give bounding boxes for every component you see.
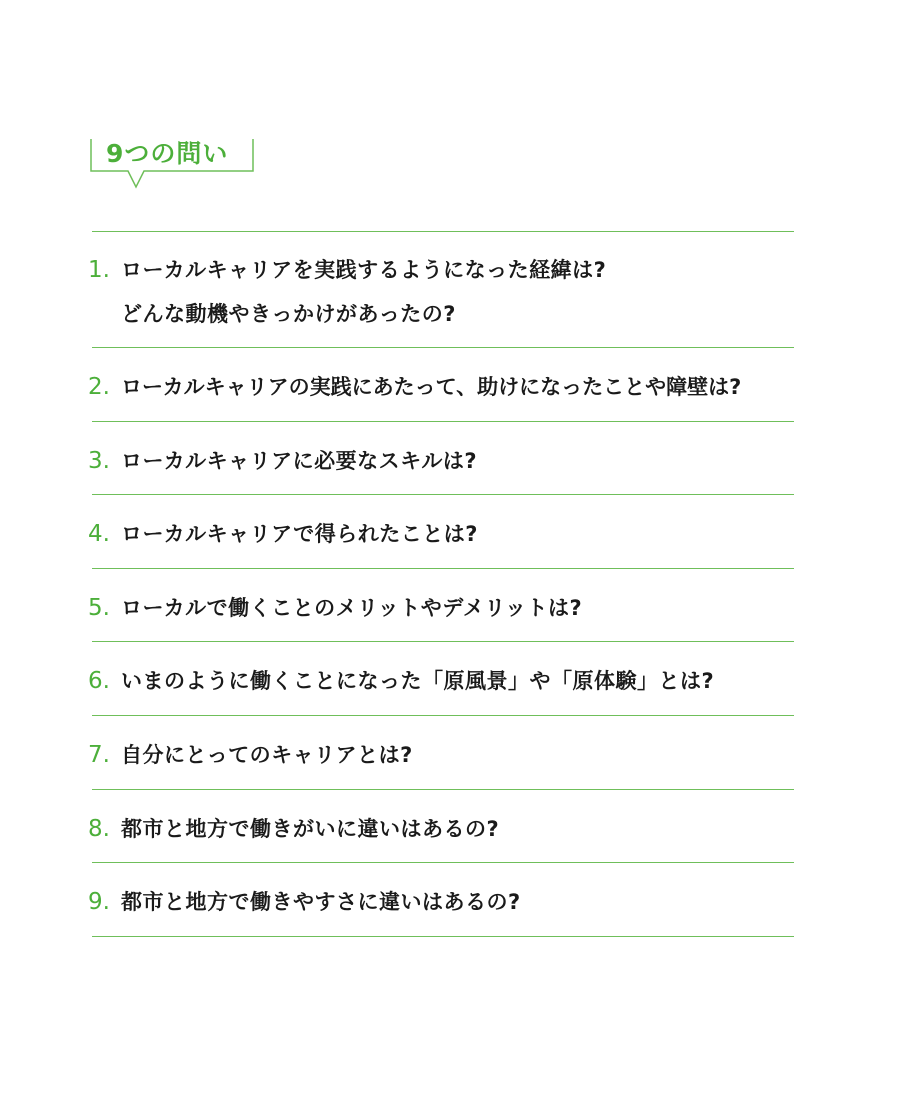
question-number: 1.: [88, 257, 110, 283]
question-text: 自分にとってのキャリアとは?: [121, 743, 413, 767]
question-text-continued: どんな動機やきっかけがあったの?: [121, 302, 456, 326]
question-item-7: [88, 735, 808, 775]
divider: [92, 494, 794, 495]
question-number: 5.: [88, 595, 110, 621]
divider: [92, 568, 794, 569]
question-text: 都市と地方で働きやすさに違いはあるの?: [121, 890, 521, 914]
divider: [92, 789, 794, 790]
divider: [92, 231, 794, 232]
divider: [92, 421, 794, 422]
divider: [92, 347, 794, 348]
question-item-8: [88, 809, 808, 849]
question-text: ローカルキャリアの実践にあたって、助けになったことや障壁は?: [121, 375, 742, 399]
question-text: ローカルキャリアで得られたことは?: [121, 522, 478, 546]
question-text: ローカルキャリアを実践するようになった経緯は?: [121, 258, 607, 282]
question-item-5: [88, 588, 808, 628]
question-text: 都市と地方で働きがいに違いはあるの?: [121, 817, 500, 841]
question-item-4: [88, 514, 808, 554]
divider: [92, 862, 794, 863]
question-number: 9.: [88, 889, 110, 915]
question-text: ローカルで働くことのメリットやデメリットは?: [121, 596, 583, 620]
question-item-1: [88, 250, 808, 334]
question-text: いまのように働くことになった「原風景」や「原体験」とは?: [121, 669, 715, 693]
divider: [92, 936, 794, 937]
question-number: 3.: [88, 448, 110, 474]
question-text: ローカルキャリアに必要なスキルは?: [121, 449, 478, 473]
question-item-6: [88, 661, 808, 701]
question-number: 6.: [88, 668, 110, 694]
section-title: 9つの問い: [106, 139, 229, 168]
question-number: 7.: [88, 742, 110, 768]
question-number: 4.: [88, 521, 110, 547]
divider: [92, 641, 794, 642]
section-heading: [90, 131, 254, 193]
question-item-2: [88, 367, 808, 407]
question-number: 2.: [88, 374, 110, 400]
question-item-3: [88, 441, 808, 481]
question-number: 8.: [88, 816, 110, 842]
question-item-9: [88, 882, 808, 922]
divider: [92, 715, 794, 716]
